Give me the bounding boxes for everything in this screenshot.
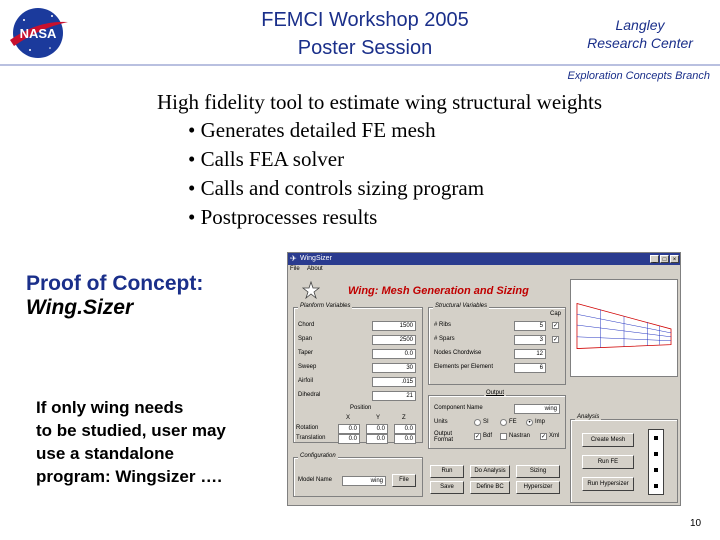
- ribs-cap-checkbox[interactable]: ✓: [553, 323, 559, 329]
- field-label: Chord: [298, 322, 315, 328]
- run-button[interactable]: Run: [430, 465, 464, 478]
- translation-z-field[interactable]: 0.0: [394, 434, 416, 444]
- format-nastran-label: Nastran: [509, 433, 531, 439]
- format-xml-label: Xml: [549, 433, 560, 439]
- star-logo-icon: [302, 281, 320, 299]
- cap-label: Cap: [550, 311, 562, 317]
- field-label: Taper: [298, 350, 314, 356]
- field-label: Nodes Chordwise: [434, 350, 482, 356]
- progress-step: [654, 452, 658, 456]
- header-divider: [0, 64, 720, 66]
- nodes-chordwise-field[interactable]: 12: [514, 349, 546, 359]
- units-fe-radio[interactable]: [500, 419, 507, 426]
- define-bc-button[interactable]: Define BC: [470, 481, 510, 494]
- maximize-button[interactable]: □: [660, 255, 669, 263]
- description-line: to be studied, user may: [36, 421, 226, 440]
- progress-indicator: [648, 429, 664, 495]
- span-field[interactable]: 2500: [372, 335, 416, 345]
- progress-step: [654, 468, 658, 472]
- window-title: WingSizer: [300, 255, 332, 262]
- translation-y-field[interactable]: 0.0: [366, 434, 388, 444]
- field-label: Dihedral: [298, 392, 321, 398]
- elements-field[interactable]: 6: [514, 363, 546, 373]
- structural-group: [428, 307, 566, 385]
- bullet-item: • Generates detailed FE mesh: [188, 118, 436, 142]
- save-button[interactable]: Save: [430, 481, 464, 494]
- center-line-2: Research Center: [587, 35, 693, 51]
- x-label: X: [346, 415, 351, 421]
- proof-heading: Proof of Concept:: [26, 272, 204, 295]
- units-si-label: SI: [483, 419, 489, 425]
- run-fe-button[interactable]: Run FE: [582, 455, 634, 469]
- dihedral-field[interactable]: 21: [372, 391, 416, 401]
- analysis-group-title: Analysis: [577, 414, 600, 420]
- bullet-item: • Calls and controls sizing program: [188, 176, 485, 200]
- units-imp-radio[interactable]: •: [526, 419, 533, 426]
- chord-field[interactable]: 1500: [372, 321, 416, 331]
- field-label: Span: [298, 336, 313, 342]
- output-group-title: Output: [486, 390, 505, 396]
- description-line: If only wing needs: [36, 398, 184, 417]
- format-bdf-label: Bdf: [483, 433, 493, 439]
- progress-step: [654, 436, 658, 440]
- center-name: [560, 16, 720, 52]
- intro-text: High fidelity tool to estimate wing structural weights: [157, 90, 603, 114]
- wing-mesh-preview: [570, 279, 678, 377]
- progress-step: [654, 484, 658, 488]
- bullet-item: • Calls FEA solver: [188, 147, 345, 171]
- rotation-label: Rotation: [296, 425, 319, 431]
- model-name-field[interactable]: wing: [342, 476, 386, 486]
- field-label: # Spars: [434, 336, 455, 342]
- component-name-label: Component Name: [434, 405, 483, 411]
- menu-file[interactable]: File: [290, 266, 300, 272]
- airfoil-field[interactable]: .015: [372, 377, 416, 387]
- workshop-subtitle: Poster Session: [297, 37, 433, 59]
- center-line-1: Langley: [615, 17, 665, 33]
- close-button[interactable]: ×: [670, 255, 679, 263]
- hypersizer-button[interactable]: Hypersizer: [516, 481, 560, 494]
- output-format-label: Output Format: [434, 431, 454, 443]
- units-label: Units: [434, 419, 448, 425]
- field-label: Airfoil: [298, 378, 314, 384]
- y-label: Y: [376, 415, 381, 421]
- description-line: use a standalone: [36, 444, 174, 463]
- format-xml-checkbox[interactable]: ✓: [541, 434, 547, 440]
- units-si-radio[interactable]: [474, 419, 481, 426]
- rotation-x-field[interactable]: 0.0: [338, 424, 360, 434]
- rotation-y-field[interactable]: 0.0: [366, 424, 388, 434]
- app-icon: ✈: [290, 254, 297, 263]
- units-imp-label: Imp: [535, 419, 546, 425]
- field-label: Sweep: [298, 364, 317, 370]
- format-bdf-checkbox[interactable]: ✓: [475, 434, 481, 440]
- proof-program-name: Wing.Sizer: [26, 296, 134, 319]
- sizing-button[interactable]: Sizing: [516, 465, 560, 478]
- minimize-button[interactable]: _: [650, 255, 659, 263]
- create-mesh-button[interactable]: Create Mesh: [582, 433, 634, 447]
- description-line: program: Wingsizer ….: [36, 467, 222, 486]
- sweep-field[interactable]: 30: [372, 363, 416, 373]
- wingsizer-window: [287, 252, 681, 506]
- svg-text:NASA: NASA: [19, 26, 57, 41]
- workshop-title: FEMCI Workshop 2005: [261, 9, 469, 31]
- structural-group-title: Structural Variables: [435, 303, 488, 309]
- do-analysis-button[interactable]: Do Analysis: [470, 465, 510, 478]
- field-label: Elements per Element: [434, 364, 494, 370]
- window-titlebar: [288, 253, 680, 265]
- description: [36, 396, 286, 488]
- app-heading: Wing: Mesh Generation and Sizing: [348, 285, 529, 297]
- configuration-group-title: Configuration: [300, 453, 336, 459]
- component-name-field[interactable]: wing: [514, 404, 560, 414]
- nasa-logo: [6, 6, 70, 60]
- units-fe-label: FE: [509, 419, 517, 425]
- menu-about[interactable]: About: [307, 266, 323, 272]
- format-nastran-checkbox[interactable]: [500, 433, 507, 440]
- menu-bar: [290, 266, 329, 272]
- planform-group-title: Planform Variables: [300, 303, 351, 309]
- field-label: # Ribs: [434, 322, 452, 328]
- model-name-label: Model Name: [298, 477, 333, 483]
- file-button[interactable]: File: [392, 474, 416, 487]
- spars-field[interactable]: 3: [514, 335, 546, 345]
- branch-name: Exploration Concepts Branch: [567, 70, 710, 82]
- position-label: Position: [350, 405, 372, 411]
- page-number: 10: [690, 518, 702, 529]
- translation-x-field[interactable]: 0.0: [338, 434, 360, 444]
- spars-cap-checkbox[interactable]: ✓: [553, 337, 559, 343]
- bullet-item: • Postprocesses results: [188, 205, 378, 229]
- rotation-z-field[interactable]: 0.0: [394, 424, 416, 434]
- run-hypersizer-button[interactable]: Run Hypersizer: [582, 477, 634, 491]
- ribs-field[interactable]: 5: [514, 321, 546, 331]
- z-label: Z: [402, 415, 406, 421]
- taper-field[interactable]: 0.0: [372, 349, 416, 359]
- translation-label: Translation: [296, 435, 326, 441]
